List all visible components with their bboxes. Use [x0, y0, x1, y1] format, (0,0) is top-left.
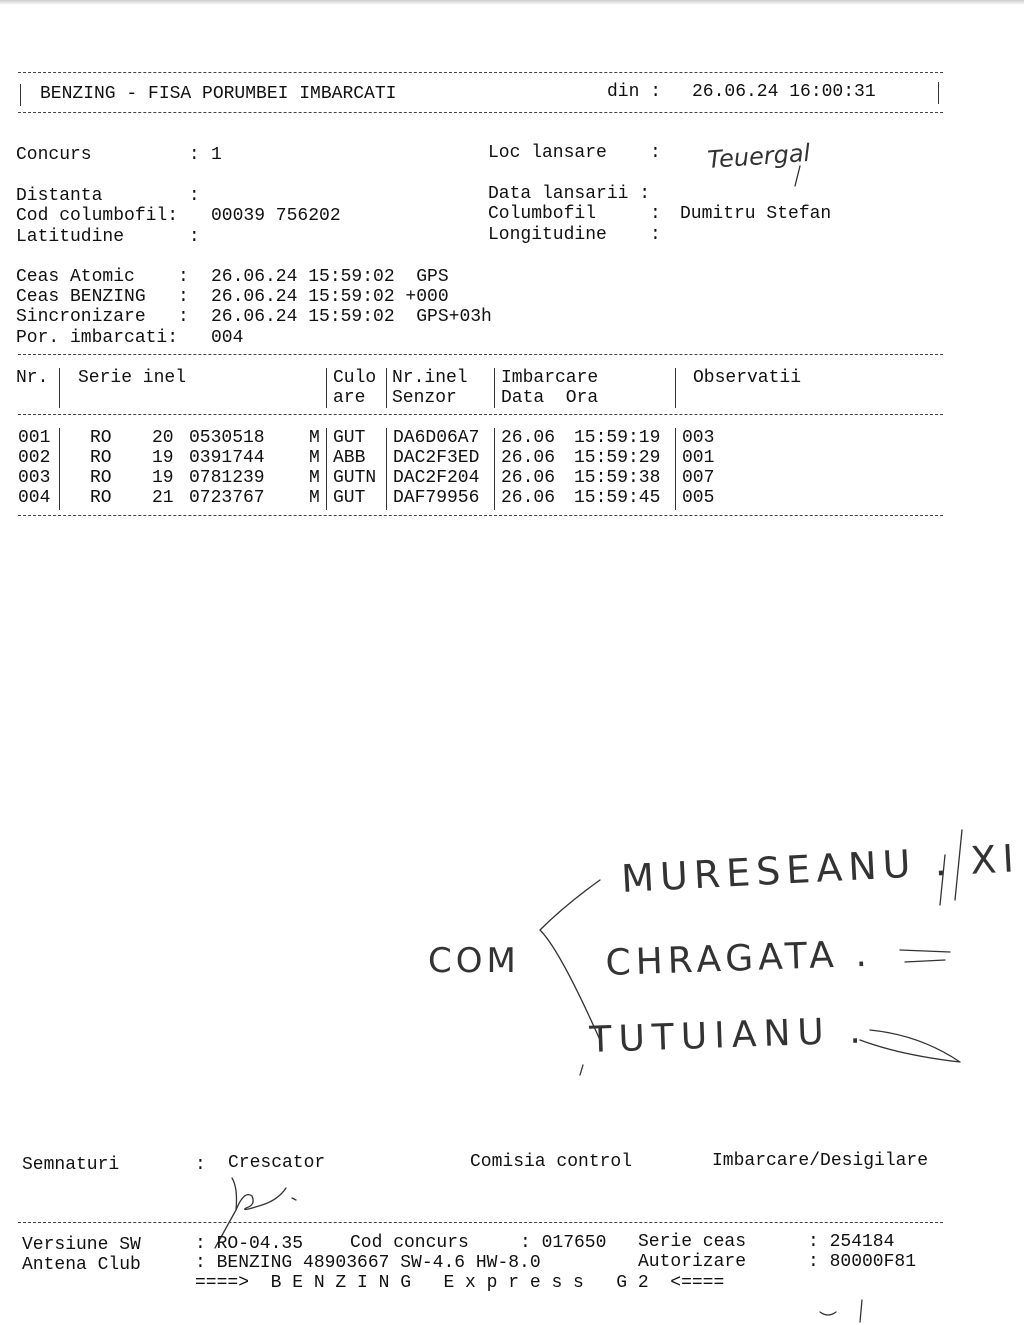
row-an: 21 [152, 488, 174, 508]
col-header-serie: Serie inel [78, 368, 187, 388]
versiune-value: : RO-04.35 [195, 1234, 304, 1254]
row-an: 20 [152, 428, 174, 448]
ceas-benzing-label: Ceas BENZING : [16, 287, 189, 307]
versiune-label: Versiune SW [22, 1235, 141, 1255]
por-imbarcati-label: Por. imbarcati: [16, 328, 179, 348]
row-senzor: DA6D06A7 [393, 428, 480, 448]
row-an: 19 [152, 468, 174, 488]
antena-club-label: Antena Club [22, 1255, 141, 1275]
row-nr: 004 [18, 488, 51, 508]
col-header-imbarcare: Imbarcare [501, 368, 599, 388]
row-senzor: DAC2F204 [393, 468, 480, 488]
row-culoare: GUT [333, 488, 366, 508]
row-ora: 15:59:38 [574, 468, 661, 488]
row-data: 26.06 [501, 428, 556, 448]
date-label: din : [607, 82, 662, 102]
row-sex: M [309, 448, 320, 468]
row-sex: M [309, 468, 320, 488]
row-inel: 0530518 [189, 428, 265, 448]
handwritten-com: COM [428, 941, 520, 981]
loc-lansare-label: Loc lansare : [488, 143, 661, 163]
row-nr: 002 [18, 448, 51, 468]
row-sex: M [309, 488, 320, 508]
row-obs: 005 [682, 488, 715, 508]
row-obs: 001 [682, 448, 715, 468]
row-senzor: DAC2F3ED [393, 448, 480, 468]
serie-ceas-value: : 254184 [808, 1232, 895, 1252]
handwritten-name-1: MURESEANU . XI [620, 836, 1021, 901]
cod-concurs-label: Cod concurs [350, 1233, 469, 1253]
cod-columbofil-label: Cod columbofil: [16, 206, 179, 226]
row-culoare: ABB [333, 448, 366, 468]
ceas-benzing-value: 26.06.24 15:59:02 +000 [211, 287, 449, 307]
row-nr: 001 [18, 428, 51, 448]
col-header-data-ora: Data Ora [501, 388, 599, 408]
columbofil-value: Dumitru Stefan [680, 204, 832, 224]
row-tara: RO [90, 468, 112, 488]
semnaturi-colon: : [195, 1155, 206, 1175]
stray-mark [580, 1065, 583, 1075]
cod-columbofil-value: 00039 756202 [211, 206, 341, 226]
cod-concurs-value: : 017650 [520, 1233, 607, 1253]
col-header-nr: Nr. [16, 368, 49, 388]
row-data: 26.06 [501, 468, 556, 488]
autorizare-value: : 80000F81 [808, 1252, 917, 1272]
row-obs: 003 [682, 428, 715, 448]
row-inel: 0391744 [189, 448, 265, 468]
col-header-nrinel: Nr.inel [392, 368, 468, 388]
document-title: BENZING - FISA PORUMBEI IMBARCATI [40, 84, 397, 104]
columbofil-label: Columbofil : [488, 204, 661, 224]
row-obs: 007 [682, 468, 715, 488]
handwritten-name-2: CHRAGATA . [604, 933, 873, 984]
row-culoare: GUT [333, 428, 366, 448]
benzing-express-banner: ====> B E N Z I N G E x p r e s s G 2 <==== [195, 1273, 725, 1293]
row-inel: 0723767 [189, 488, 265, 508]
row-tara: RO [90, 428, 112, 448]
row-culoare: GUTN [333, 468, 377, 488]
row-sex: M [309, 428, 320, 448]
row-nr: 003 [18, 468, 51, 488]
row-senzor: DAF79956 [393, 488, 480, 508]
sincronizare-value: 26.06.24 15:59:02 GPS+03h [211, 307, 492, 327]
concurs-label: Concurs : [16, 145, 200, 165]
bracket-stroke [540, 880, 600, 1040]
distanta-label: Distanta : [16, 186, 200, 206]
loc-lansare-handwritten: Teuergal [706, 138, 812, 174]
row-data: 26.06 [501, 448, 556, 468]
row-data: 26.06 [501, 488, 556, 508]
antena-club-value: : BENZING 48903667 SW-4.6 HW-8.0 [195, 1253, 541, 1273]
concurs-value: 1 [211, 145, 222, 165]
serie-ceas-label: Serie ceas [638, 1232, 747, 1252]
footer-rule [18, 1222, 943, 1223]
stray-mark [820, 1300, 862, 1322]
handwritten-name-3: TUTUIANU . [588, 1010, 869, 1061]
sincronizare-label: Sincronizare : [16, 307, 189, 327]
col-header-senzor: Senzor [392, 388, 457, 408]
row-tara: RO [90, 448, 112, 468]
semnaturi-label: Semnaturi [22, 1155, 120, 1175]
document-date: 26.06.24 16:00:31 [692, 82, 876, 102]
ceas-atomic-value: 26.06.24 15:59:02 GPS [211, 267, 449, 287]
row-an: 19 [152, 448, 174, 468]
scribble-stroke [900, 950, 950, 962]
col-header-observatii: Observatii [693, 368, 802, 388]
ceas-atomic-label: Ceas Atomic : [16, 267, 189, 287]
row-tara: RO [90, 488, 112, 508]
col-header-culoare: Culo [333, 368, 377, 388]
loc-lansare-stroke [795, 166, 800, 186]
col-header-culoare-2: are [333, 388, 366, 408]
por-imbarcati-value: 004 [211, 328, 244, 348]
row-ora: 15:59:29 [574, 448, 661, 468]
row-ora: 15:59:19 [574, 428, 661, 448]
autorizare-label: Autorizare [638, 1252, 747, 1272]
imbarcare-desigilare-label: Imbarcare/Desigilare [712, 1151, 929, 1171]
data-lansarii-label: Data lansarii : [488, 184, 651, 204]
longitudine-label: Longitudine : [488, 225, 661, 245]
comisia-label: Comisia control [470, 1152, 633, 1172]
scribble-stroke [860, 1030, 960, 1062]
row-inel: 0781239 [189, 468, 265, 488]
crescator-label: Crescator [228, 1153, 326, 1173]
latitudine-label: Latitudine : [16, 227, 200, 247]
row-ora: 15:59:45 [574, 488, 661, 508]
